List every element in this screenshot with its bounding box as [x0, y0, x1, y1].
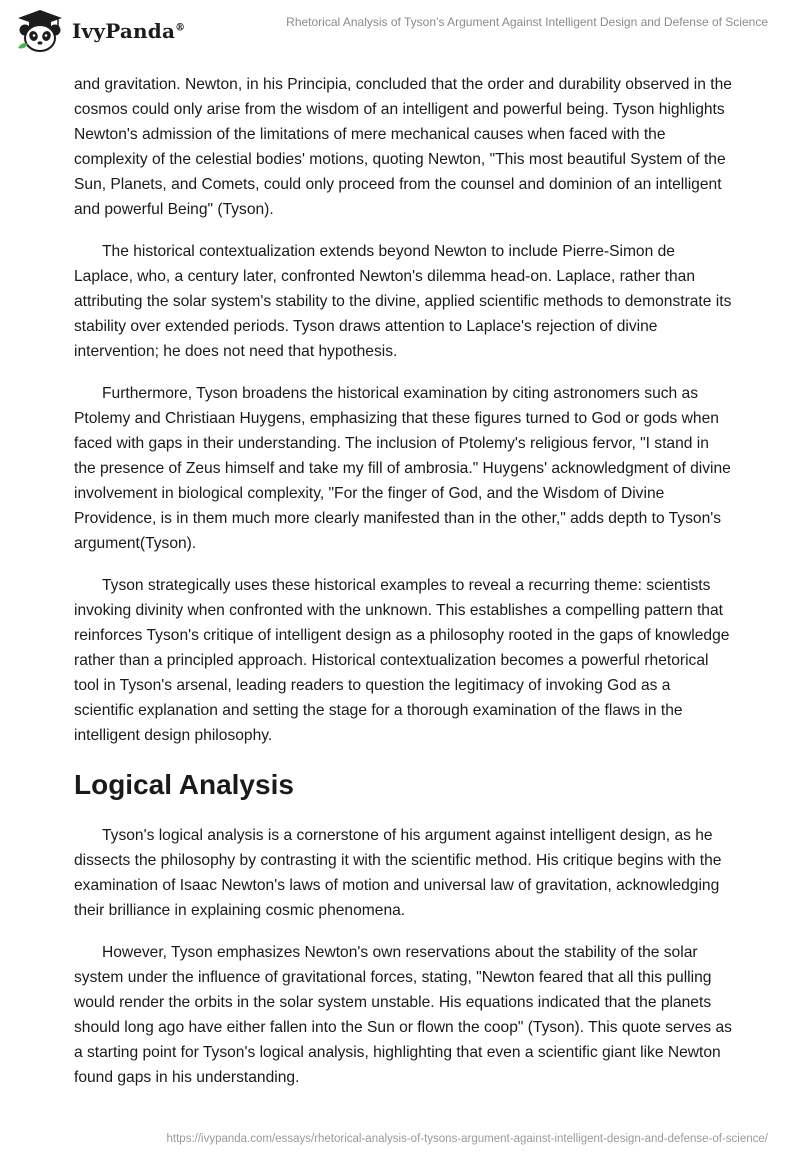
- section-heading: Logical Analysis: [74, 769, 294, 800]
- essay-body: [74, 72, 734, 1107]
- source-url[interactable]: https://ivypanda.com/essays/rhetorical-analysis-of-tysons-argument-against-intelligent-design-and-defense-of-science/: [166, 1133, 768, 1145]
- document-title: Rhetorical Analysis of Tyson’s Argument Against Intelligent Design and Defense of Science: [286, 15, 768, 29]
- paragraph: However, Tyson emphasizes Newton's own reservations about the stability of the solar system under the influence of gravitational forces, stating, "Newton feared that all this pulling would render the orbits in the solar system unstable. His equations indicated that the planets should long ago have either fallen into the Sun or flown the coop" (Tyson). This quote serves as a starting point for Tyson's logical analysis, highlighting that even a scientific giant like Newton found gaps in his understanding.: [74, 944, 732, 1086]
- brand-logo[interactable]: [14, 8, 185, 54]
- paragraph: and gravitation. Newton, in his Principia, concluded that the order and durability observed in the cosmos could only arise from the wisdom of an intelligent and powerful being. Tyson highlights Newton's admission of the limitations of mere mechanical causes when faced with the complexity of the celestial bodies' motions, quoting Newton, "This most beautiful System of the Sun, Planets, and Comets, could only proceed from the counsel and dominion of an intelligent and powerful Being" (Tyson).: [74, 76, 732, 218]
- paragraph: Furthermore, Tyson broadens the historical examination by citing astronomers such as Ptolemy and Christiaan Huygens, emphasizing that these figures turned to God or gods when faced with gaps in their understanding. The inclusion of Ptolemy's religious fervor, "I stand in the presence of Zeus himself and take my fill of ambrosia." Huygens' acknowledgment of divine involvement in biological complexity, "For the finger of God, and the Wisdom of Divine Providence, is in them much more clearly manifested than in the other," adds depth to Tyson's argument(Tyson).: [74, 385, 731, 552]
- brand-name: IvyPanda®: [72, 19, 186, 43]
- page-header: [0, 0, 800, 60]
- paragraph: The historical contextualization extends beyond Newton to include Pierre-Simon de Laplace, who, a century later, confronted Newton's dilemma head-on. Laplace, rather than attributing the solar system's stability to the divine, applied scientific methods to demonstrate its stability over extended periods. Tyson draws attention to Laplace's rejection of divine intervention; he does not need that hypothesis.: [74, 243, 732, 360]
- paragraph: Tyson's logical analysis is a cornerstone of his argument against intelligent design, as he dissects the philosophy by contrasting it with the scientific method. His critique begins with the examination of Isaac Newton's laws of motion and universal law of gravitation, acknowledging their brilliance in explaining cosmic phenomena.: [74, 827, 722, 919]
- paragraph: Tyson strategically uses these historical examples to reveal a recurring theme: scientists invoking divinity when confronted with the unknown. This establishes a compelling pattern that reinforces Tyson's critique of intelligent design as a philosophy rooted in the gaps of knowledge rather than a principled approach. Historical contextualization becomes a powerful rhetorical tool in Tyson's arsenal, leading readers to question the legitimacy of invoking God as a scientific explanation and setting the stage for a thorough examination of the flaws in the intelligent design philosophy.: [74, 577, 730, 744]
- registered-mark: ®: [175, 22, 186, 34]
- panda-graduate-icon: [14, 8, 66, 54]
